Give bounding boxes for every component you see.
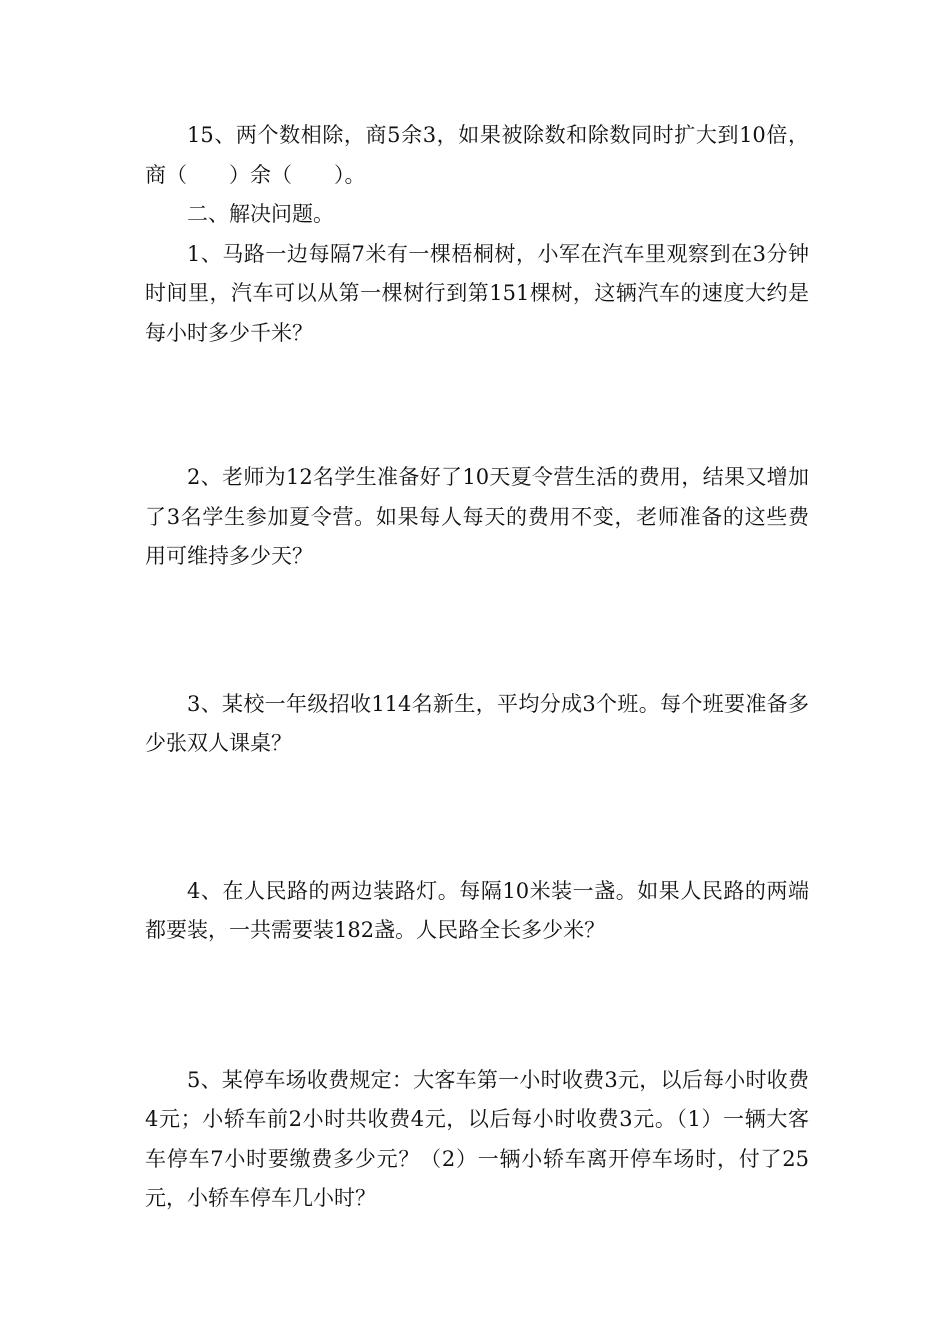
fill-in-question-15: 15、两个数相除，商5余3，如果被除数和除数同时扩大到10倍，商（ ）余（ ）。: [145, 123, 809, 187]
problem-3: 3、某校一年级招收114名新生，平均分成3个班。每个班要准备多少张双人课桌？: [145, 691, 809, 755]
problem-5: 5、某停车场收费规定：大客车第一小时收费3元，以后每小时收费4元；小轿车前2小时共收费4元，以后每小时收费3元。（1）一辆大客车停车7小时要缴费多少元？（2）一辆小轿车离开停车场时，付了25元，小轿车停车几小时？: [145, 1067, 809, 1210]
section-heading-solve-problems: 二、解决问题。: [187, 202, 334, 226]
problem-4: 4、在人民路的两边装路灯。每隔10米装一盏。如果人民路的两端都要装，一共需要装182盏。人民路全长多少米？: [145, 878, 809, 942]
document-page: [145, 116, 809, 1219]
problem-1: 1、马路一边每隔7米有一棵梧桐树，小军在汽车里观察到在3分钟时间里，汽车可以从第一棵树行到第151棵树，这辆汽车的速度大约是每小时多少千米？: [145, 241, 809, 345]
problem-2: 2、老师为12名学生准备好了10天夏令营生活的费用，结果又增加了3名学生参加夏令营。如果每人每天的费用不变，老师准备的这些费用可维持多少天？: [145, 465, 809, 568]
